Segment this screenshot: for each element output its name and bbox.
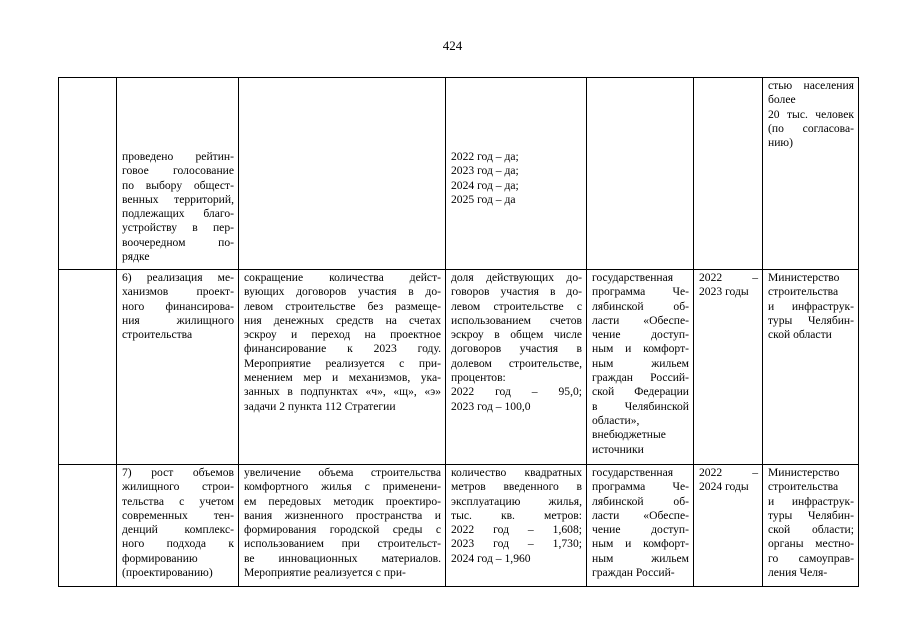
text-line: государственная xyxy=(592,271,674,284)
text-line: области», xyxy=(592,413,640,427)
text-line: туры Челябин- xyxy=(768,508,854,522)
text-line: источники xyxy=(592,442,644,456)
text-line: ным жильем xyxy=(592,551,689,565)
description-text xyxy=(244,271,441,414)
description-text xyxy=(244,466,441,580)
period-text xyxy=(699,271,758,300)
text-line: по выбору общест- xyxy=(122,178,234,192)
text-line: го самоуправ- xyxy=(768,551,854,565)
text-line: ным жильем xyxy=(592,356,689,370)
document-table xyxy=(58,77,859,587)
text-line: строительства xyxy=(768,285,839,299)
text-line: 2024 год – 1,960 xyxy=(451,551,531,565)
table-row xyxy=(59,465,859,587)
activity-text xyxy=(122,271,234,342)
responsible-cell xyxy=(763,465,859,587)
text-line: воочередном по- xyxy=(122,235,234,249)
text-line: ным и комфорт- xyxy=(592,537,689,551)
text-line: Мероприятие реализуется с при- xyxy=(244,566,406,580)
text-line: проведено рейтин- xyxy=(122,150,234,163)
text-line: внебюджетные xyxy=(592,428,666,442)
text-line: программа Че- xyxy=(592,285,689,299)
responsible-text xyxy=(768,466,854,580)
text-line: строительства xyxy=(768,480,839,494)
text-line: более xyxy=(768,93,796,107)
responsible-cell xyxy=(763,78,859,270)
text-line: туры Челябин- xyxy=(768,313,854,327)
text-line: доля действующих до- xyxy=(451,271,582,284)
text-line: вания жизненного пространства и xyxy=(244,508,441,522)
responsible-text xyxy=(768,271,854,342)
responsible-cell xyxy=(763,270,859,465)
text-line: ской области xyxy=(768,328,832,342)
source-text xyxy=(592,271,689,457)
text-line: формирования городской среды с xyxy=(244,523,441,537)
text-line: ем передовых методик проектиро- xyxy=(244,494,441,508)
text-line: чение доступ- xyxy=(592,523,689,537)
text-line: ного подхода к xyxy=(122,537,234,551)
indicator-text xyxy=(451,271,582,414)
text-line: ного финансирова- xyxy=(122,299,234,313)
text-line: подлежащих благо- xyxy=(122,207,234,221)
text-line: стью населения xyxy=(768,79,854,92)
text-line: 2023 годы xyxy=(699,285,749,299)
text-line: ской Федерации xyxy=(592,385,689,399)
text-line: строительства xyxy=(122,328,193,342)
description-cell xyxy=(239,270,446,465)
row-number-cell xyxy=(59,270,117,465)
text-line: ской области; xyxy=(768,523,854,537)
source-text xyxy=(592,466,689,580)
text-line: занных в подпунктах «ч», «щ», «э» xyxy=(244,385,441,399)
text-line: современных тен- xyxy=(122,508,234,522)
description-cell xyxy=(239,465,446,587)
text-line: 2025 год – да xyxy=(451,192,516,206)
text-line: ния денежных средств на счетах xyxy=(244,313,441,327)
text-line: вующих договоров участия в до- xyxy=(244,285,441,299)
text-line: формированию xyxy=(122,551,198,565)
text-line: лябинской об- xyxy=(592,299,689,313)
period-text xyxy=(699,466,758,495)
text-line: Министерство xyxy=(768,271,840,284)
text-line: 20 тыс. человек xyxy=(768,107,854,121)
text-line: 2022 год – 95,0; xyxy=(451,385,582,399)
text-line: ным и комфорт- xyxy=(592,342,689,356)
text-line: лябинской об- xyxy=(592,494,689,508)
description-cell xyxy=(239,78,446,270)
indicator-text xyxy=(451,150,582,207)
text-line: органы местно- xyxy=(768,537,854,551)
source-cell xyxy=(587,270,694,465)
text-line: венных территорий, xyxy=(122,192,234,206)
indicator-text xyxy=(451,466,582,566)
activity-cell xyxy=(117,78,239,270)
text-line: нию) xyxy=(768,136,793,150)
text-line: эскроу в общем числе xyxy=(451,328,582,342)
text-line: эксплуатацию жилья, xyxy=(451,494,582,508)
text-line: Министерство xyxy=(768,466,840,479)
text-line: жилищного строи- xyxy=(122,480,234,494)
text-line: использованием при строительст- xyxy=(244,537,441,551)
text-line: говое голосование xyxy=(122,164,234,178)
text-line: 2022 год – да; xyxy=(451,150,519,163)
period-cell xyxy=(694,78,763,270)
indicator-cell xyxy=(446,270,587,465)
text-line: ханизмов проект- xyxy=(122,285,234,299)
period-cell xyxy=(694,270,763,465)
text-line: ласти «Обеспе- xyxy=(592,313,689,327)
text-line: граждан Россий- xyxy=(592,371,689,385)
indicator-cell xyxy=(446,78,587,270)
text-line: 2023 год – 100,0 xyxy=(451,399,531,413)
activity-text xyxy=(122,466,234,580)
text-line: сокращение количества дейст- xyxy=(244,271,441,284)
text-line: ления Челя- xyxy=(768,566,828,580)
table-row xyxy=(59,78,859,270)
text-line: эскроу и переход на проектное xyxy=(244,328,441,342)
text-line: 2023 год – да; xyxy=(451,164,519,178)
text-line: Мероприятие реализуется с при- xyxy=(244,356,441,370)
activity-cell xyxy=(117,270,239,465)
text-line: левом строительстве с xyxy=(451,299,582,313)
text-line: использованием счетов xyxy=(451,313,582,327)
text-line: договоров участия в xyxy=(451,342,582,356)
text-line: 6) реализация ме- xyxy=(122,271,234,284)
text-line: ния жилищного xyxy=(122,313,234,327)
indicator-cell xyxy=(446,465,587,587)
text-line: и инфраструк- xyxy=(768,494,854,508)
text-line: тыс. кв. метров: xyxy=(451,508,582,522)
text-line: ве инновационных материалов. xyxy=(244,551,441,565)
text-line: комфортного жилья с применени- xyxy=(244,480,441,494)
period-cell xyxy=(694,465,763,587)
row-number-cell xyxy=(59,78,117,270)
text-line: финансирование к 2023 году. xyxy=(244,342,441,356)
text-line: (по согласова- xyxy=(768,121,854,135)
text-line: ласти «Обеспе- xyxy=(592,508,689,522)
text-line: количество квадратных xyxy=(451,466,582,479)
text-line: государственная xyxy=(592,466,674,479)
page-number: 424 xyxy=(442,38,463,53)
text-line: говоров участия в до- xyxy=(451,285,582,299)
text-line: 2023 год – 1,730; xyxy=(451,537,582,551)
text-line: программа Че- xyxy=(592,480,689,494)
text-line: 7) рост объемов xyxy=(122,466,234,479)
text-line: граждан Россий- xyxy=(592,566,675,580)
text-line: увеличение объема строительства xyxy=(244,466,441,479)
activity-text xyxy=(122,150,234,264)
text-line: рядке xyxy=(122,250,150,264)
row-number-cell xyxy=(59,465,117,587)
text-line: 2022 год – 1,608; xyxy=(451,523,582,537)
text-line: 2022 – xyxy=(699,271,758,284)
text-line: (проектированию) xyxy=(122,566,213,580)
text-line: чение доступ- xyxy=(592,328,689,342)
source-cell xyxy=(587,465,694,587)
text-line: 2024 годы xyxy=(699,480,749,494)
table-row xyxy=(59,270,859,465)
text-line: процентов: xyxy=(451,371,506,385)
text-line: устройству в пер- xyxy=(122,221,234,235)
text-line: 2022 – xyxy=(699,466,758,479)
responsible-text xyxy=(768,79,854,150)
text-line: менением мер и механизмов, ука- xyxy=(244,371,441,385)
text-line: денций комплекс- xyxy=(122,523,234,537)
text-line: тельства с учетом xyxy=(122,494,234,508)
source-cell xyxy=(587,78,694,270)
activity-cell xyxy=(117,465,239,587)
text-line: в Челябинской xyxy=(592,399,689,413)
text-line: и инфраструк- xyxy=(768,299,854,313)
text-line: левом строительстве без размеще- xyxy=(244,299,441,313)
text-line: задачи 2 пункта 112 Стратегии xyxy=(244,399,396,413)
text-line: метров введенного в xyxy=(451,480,582,494)
text-line: 2024 год – да; xyxy=(451,178,519,192)
text-line: долевом строительстве, xyxy=(451,356,582,370)
